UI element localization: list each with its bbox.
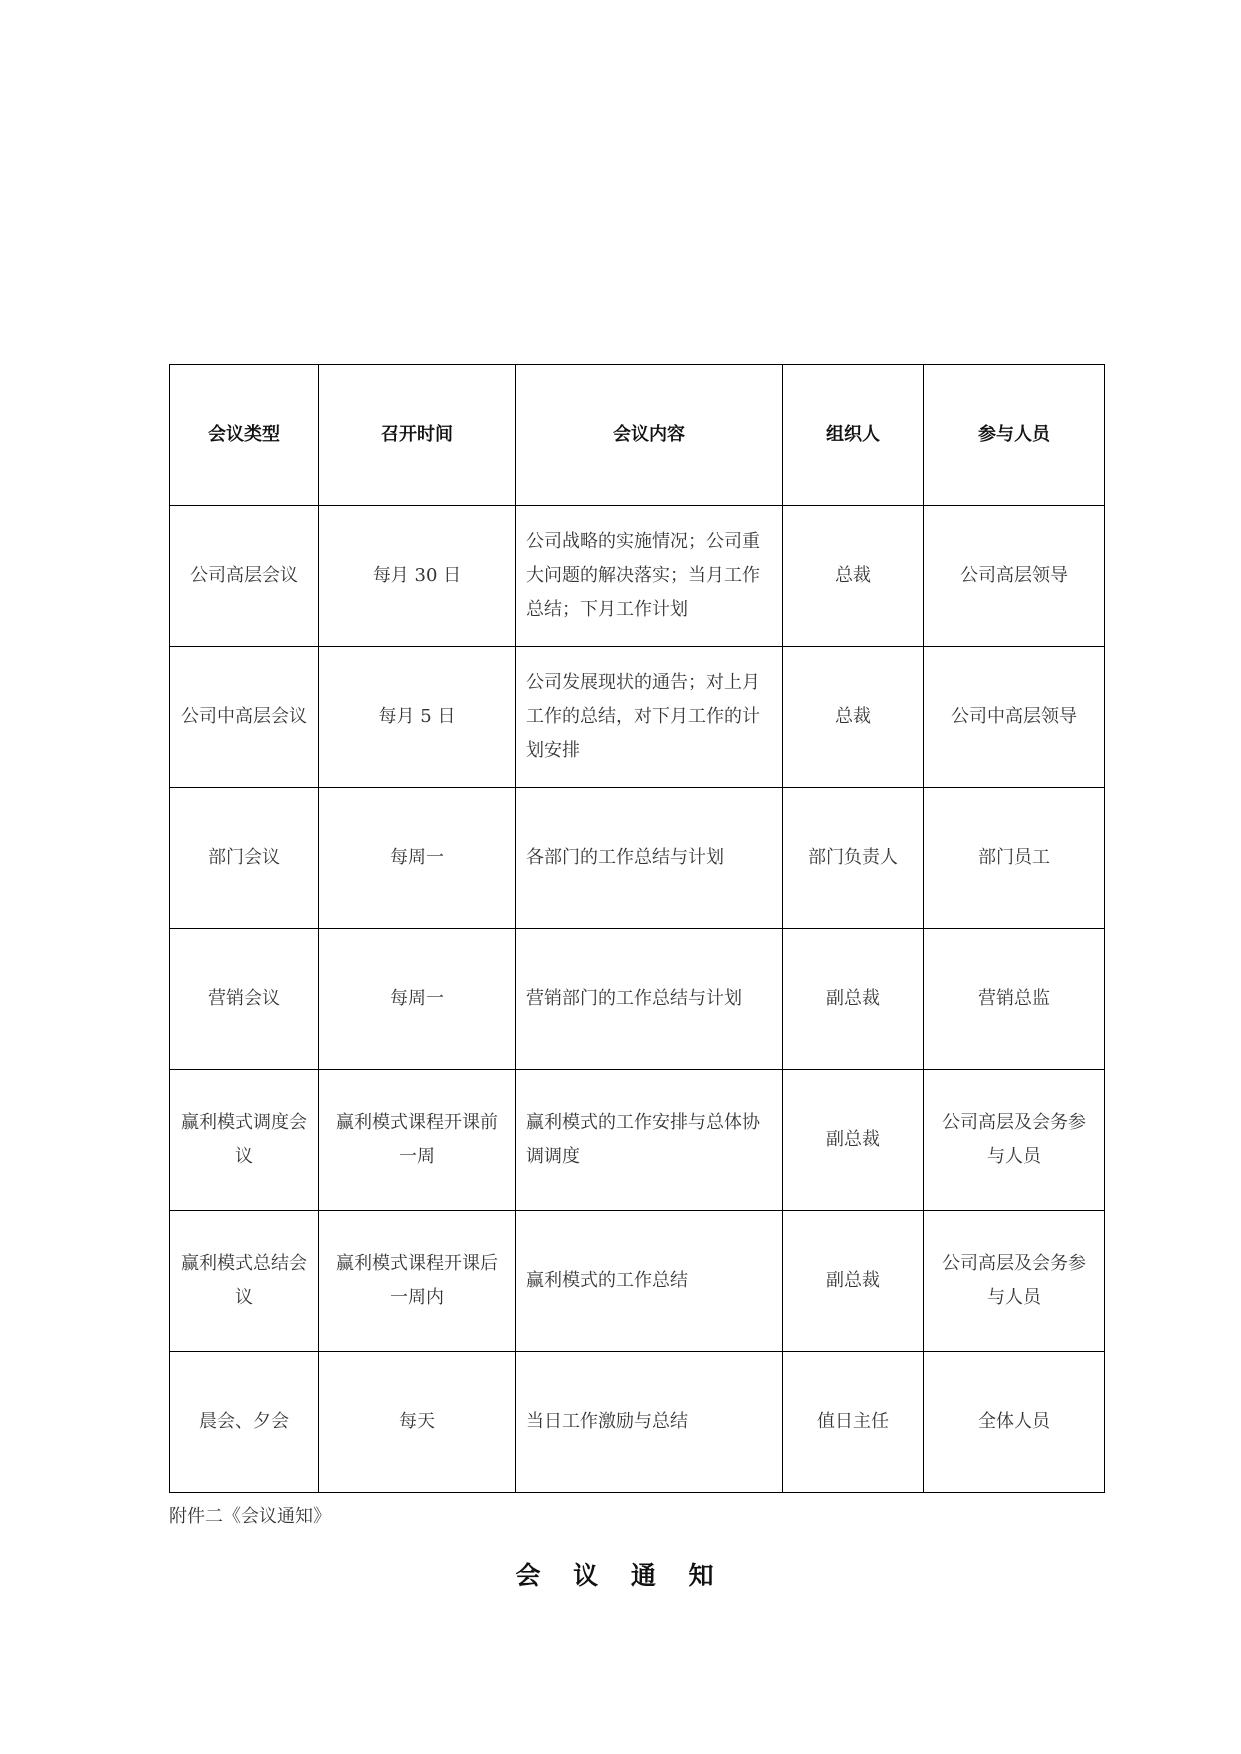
cell-meeting-type: 晨会、夕会 xyxy=(170,1352,319,1493)
cell-meeting-type: 营销会议 xyxy=(170,929,319,1070)
header-meeting-time: 召开时间 xyxy=(319,365,516,506)
table-row xyxy=(170,647,1105,788)
cell-meeting-time: 赢利模式课程开课前一周 xyxy=(319,1070,516,1211)
cell-participants: 公司高层及会务参与人员 xyxy=(924,1211,1105,1352)
cell-participants: 营销总监 xyxy=(924,929,1105,1070)
cell-participants: 公司高层领导 xyxy=(924,506,1105,647)
cell-meeting-time: 每周一 xyxy=(319,929,516,1070)
table-header-row xyxy=(170,365,1105,506)
cell-meeting-type: 部门会议 xyxy=(170,788,319,929)
cell-meeting-time: 每月 5 日 xyxy=(319,647,516,788)
cell-organizer: 副总裁 xyxy=(783,1211,924,1352)
cell-meeting-type: 公司中高层会议 xyxy=(170,647,319,788)
cell-meeting-time: 每周一 xyxy=(319,788,516,929)
table-row xyxy=(170,929,1105,1070)
cell-meeting-time: 赢利模式课程开课后一周内 xyxy=(319,1211,516,1352)
cell-organizer: 总裁 xyxy=(783,506,924,647)
cell-meeting-type: 赢利模式调度会议 xyxy=(170,1070,319,1211)
table-row xyxy=(170,1070,1105,1211)
cell-participants: 公司中高层领导 xyxy=(924,647,1105,788)
cell-meeting-content: 赢利模式的工作安排与总体协调调度 xyxy=(516,1070,783,1211)
cell-meeting-time: 每月 30 日 xyxy=(319,506,516,647)
table-row xyxy=(170,1211,1105,1352)
header-organizer: 组织人 xyxy=(783,365,924,506)
cell-meeting-content: 公司战略的实施情况；公司重大问题的解决落实；当月工作总结；下月工作计划 xyxy=(516,506,783,647)
cell-meeting-content: 营销部门的工作总结与计划 xyxy=(516,929,783,1070)
table-row xyxy=(170,1352,1105,1493)
notice-title: 会 议 通 知 xyxy=(515,1561,726,1590)
header-participants: 参与人员 xyxy=(924,365,1105,506)
cell-meeting-time: 每天 xyxy=(319,1352,516,1493)
cell-organizer: 部门负责人 xyxy=(783,788,924,929)
cell-meeting-content: 各部门的工作总结与计划 xyxy=(516,788,783,929)
cell-organizer: 总裁 xyxy=(783,647,924,788)
header-meeting-content: 会议内容 xyxy=(516,365,783,506)
cell-participants: 部门员工 xyxy=(924,788,1105,929)
cell-participants: 全体人员 xyxy=(924,1352,1105,1493)
annex-label: 附件二《会议通知》 xyxy=(169,1506,331,1527)
cell-meeting-content: 赢利模式的工作总结 xyxy=(516,1211,783,1352)
cell-meeting-type: 公司高层会议 xyxy=(170,506,319,647)
cell-meeting-content: 当日工作激励与总结 xyxy=(516,1352,783,1493)
cell-meeting-type: 赢利模式总结会议 xyxy=(170,1211,319,1352)
table-row xyxy=(170,788,1105,929)
header-meeting-type: 会议类型 xyxy=(170,365,319,506)
cell-organizer: 副总裁 xyxy=(783,1070,924,1211)
meeting-schedule-table xyxy=(169,364,1105,1493)
cell-organizer: 值日主任 xyxy=(783,1352,924,1493)
cell-meeting-content: 公司发展现状的通告；对上月工作的总结，对下月工作的计划安排 xyxy=(516,647,783,788)
cell-participants: 公司高层及会务参与人员 xyxy=(924,1070,1105,1211)
cell-organizer: 副总裁 xyxy=(783,929,924,1070)
table-row xyxy=(170,506,1105,647)
